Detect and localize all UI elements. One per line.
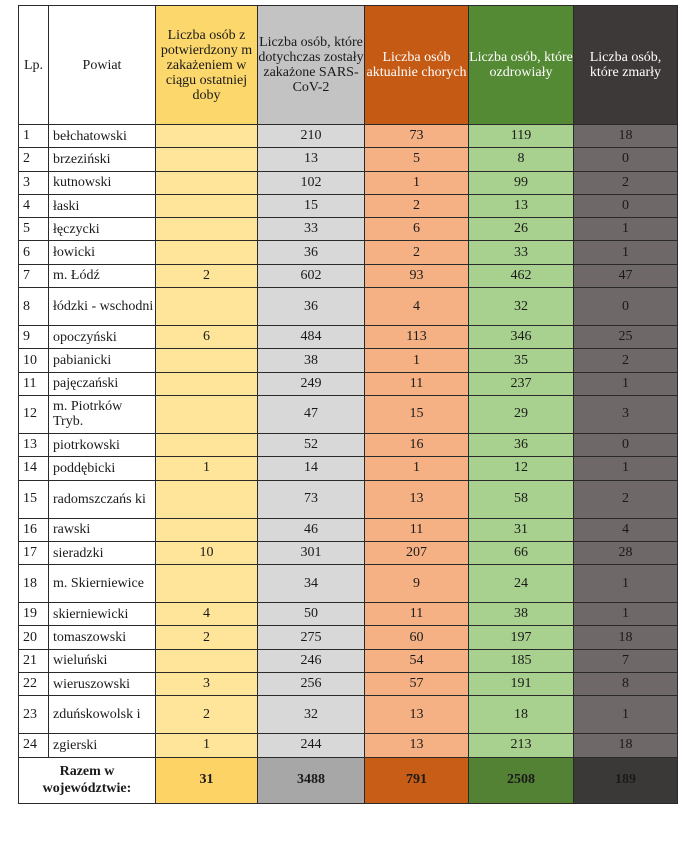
cell-deceased: 2 xyxy=(574,480,678,518)
cell-lp: 23 xyxy=(19,696,49,734)
cell-recovered: 32 xyxy=(469,288,574,326)
cell-active-cases: 9 xyxy=(365,565,469,603)
cell-deceased: 3 xyxy=(574,395,678,433)
cell-total-cases: 15 xyxy=(258,194,365,217)
table-row xyxy=(19,395,678,433)
cell-deceased: 18 xyxy=(574,734,678,757)
cell-new-cases: 2 xyxy=(156,626,258,649)
cell-new-cases: 6 xyxy=(156,326,258,349)
cell-total-cases: 484 xyxy=(258,326,365,349)
cell-deceased: 1 xyxy=(574,372,678,395)
cell-powiat: pabianicki xyxy=(49,349,156,372)
cell-active-cases: 13 xyxy=(365,734,469,757)
cell-deceased: 25 xyxy=(574,326,678,349)
cell-recovered: 119 xyxy=(469,125,574,148)
cell-active-cases: 1 xyxy=(365,171,469,194)
cell-active-cases: 1 xyxy=(365,457,469,480)
cell-active-cases: 2 xyxy=(365,241,469,264)
cell-recovered: 13 xyxy=(469,194,574,217)
header-powiat: Powiat xyxy=(49,6,156,125)
cell-recovered: 66 xyxy=(469,541,574,564)
cell-recovered: 12 xyxy=(469,457,574,480)
table-row xyxy=(19,649,678,672)
cell-active-cases: 4 xyxy=(365,288,469,326)
cell-new-cases xyxy=(156,171,258,194)
cell-powiat: radomszczańs ki xyxy=(49,480,156,518)
cell-lp: 17 xyxy=(19,541,49,564)
cell-powiat: łęczycki xyxy=(49,218,156,241)
cell-new-cases xyxy=(156,194,258,217)
table-row xyxy=(19,241,678,264)
cell-total-cases: 52 xyxy=(258,433,365,456)
table-row xyxy=(19,518,678,541)
header-total-cases: Liczba osób, które dotychczas zostały zakażone SARS-CoV-2 xyxy=(258,6,365,125)
table-row xyxy=(19,264,678,287)
cell-powiat: łaski xyxy=(49,194,156,217)
cell-powiat: wieluński xyxy=(49,649,156,672)
cell-active-cases: 13 xyxy=(365,696,469,734)
totals-total-cases: 3488 xyxy=(258,757,365,803)
cell-recovered: 191 xyxy=(469,673,574,696)
cell-total-cases: 246 xyxy=(258,649,365,672)
cell-recovered: 99 xyxy=(469,171,574,194)
cell-total-cases: 73 xyxy=(258,480,365,518)
table-body xyxy=(19,125,678,758)
cell-new-cases xyxy=(156,218,258,241)
cell-powiat: opoczyński xyxy=(49,326,156,349)
cell-total-cases: 46 xyxy=(258,518,365,541)
cell-new-cases: 10 xyxy=(156,541,258,564)
cell-lp: 8 xyxy=(19,288,49,326)
table-row xyxy=(19,673,678,696)
cell-active-cases: 60 xyxy=(365,626,469,649)
cell-lp: 3 xyxy=(19,171,49,194)
cell-lp: 21 xyxy=(19,649,49,672)
cell-deceased: 1 xyxy=(574,457,678,480)
cell-deceased: 0 xyxy=(574,433,678,456)
cell-lp: 2 xyxy=(19,148,49,171)
cell-new-cases xyxy=(156,241,258,264)
cell-active-cases: 16 xyxy=(365,433,469,456)
cell-deceased: 8 xyxy=(574,673,678,696)
cell-new-cases xyxy=(156,372,258,395)
cell-powiat: m. Łódź xyxy=(49,264,156,287)
cell-deceased: 1 xyxy=(574,241,678,264)
cell-active-cases: 73 xyxy=(365,125,469,148)
cell-active-cases: 11 xyxy=(365,372,469,395)
cell-total-cases: 602 xyxy=(258,264,365,287)
table-row xyxy=(19,148,678,171)
cell-recovered: 213 xyxy=(469,734,574,757)
cell-total-cases: 244 xyxy=(258,734,365,757)
cell-active-cases: 15 xyxy=(365,395,469,433)
totals-deceased: 189 xyxy=(574,757,678,803)
table-row xyxy=(19,541,678,564)
cell-total-cases: 33 xyxy=(258,218,365,241)
cell-lp: 12 xyxy=(19,395,49,433)
cell-new-cases xyxy=(156,148,258,171)
cell-lp: 1 xyxy=(19,125,49,148)
table-row xyxy=(19,218,678,241)
cell-total-cases: 38 xyxy=(258,349,365,372)
cell-lp: 4 xyxy=(19,194,49,217)
table-row xyxy=(19,326,678,349)
cell-recovered: 35 xyxy=(469,349,574,372)
cell-active-cases: 2 xyxy=(365,194,469,217)
cell-powiat: kutnowski xyxy=(49,171,156,194)
cell-new-cases xyxy=(156,125,258,148)
cell-new-cases xyxy=(156,395,258,433)
cell-lp: 14 xyxy=(19,457,49,480)
cell-powiat: pajęczański xyxy=(49,372,156,395)
cell-active-cases: 93 xyxy=(365,264,469,287)
cell-lp: 18 xyxy=(19,565,49,603)
cell-total-cases: 36 xyxy=(258,241,365,264)
cell-lp: 10 xyxy=(19,349,49,372)
cell-total-cases: 102 xyxy=(258,171,365,194)
table-row xyxy=(19,480,678,518)
cell-deceased: 1 xyxy=(574,218,678,241)
cell-lp: 13 xyxy=(19,433,49,456)
cell-recovered: 38 xyxy=(469,603,574,626)
cell-total-cases: 249 xyxy=(258,372,365,395)
cell-active-cases: 5 xyxy=(365,148,469,171)
cell-lp: 9 xyxy=(19,326,49,349)
cell-deceased: 2 xyxy=(574,171,678,194)
cell-deceased: 1 xyxy=(574,696,678,734)
cell-powiat: sieradzki xyxy=(49,541,156,564)
cell-recovered: 346 xyxy=(469,326,574,349)
header-recovered: Liczba osób, które ozdrowiały xyxy=(469,6,574,125)
cell-new-cases xyxy=(156,649,258,672)
cell-lp: 22 xyxy=(19,673,49,696)
cell-active-cases: 1 xyxy=(365,349,469,372)
cell-powiat: m. Skierniewice xyxy=(49,565,156,603)
cell-recovered: 24 xyxy=(469,565,574,603)
table-row xyxy=(19,349,678,372)
cell-total-cases: 47 xyxy=(258,395,365,433)
cell-recovered: 197 xyxy=(469,626,574,649)
cell-deceased: 1 xyxy=(574,603,678,626)
cell-deceased: 18 xyxy=(574,626,678,649)
cell-recovered: 237 xyxy=(469,372,574,395)
cell-total-cases: 50 xyxy=(258,603,365,626)
cell-lp: 5 xyxy=(19,218,49,241)
table-row xyxy=(19,734,678,757)
cell-active-cases: 11 xyxy=(365,603,469,626)
cell-total-cases: 36 xyxy=(258,288,365,326)
cell-total-cases: 13 xyxy=(258,148,365,171)
totals-recovered: 2508 xyxy=(469,757,574,803)
cell-new-cases: 1 xyxy=(156,734,258,757)
cell-powiat: wieruszowski xyxy=(49,673,156,696)
cell-powiat: skierniewicki xyxy=(49,603,156,626)
cell-total-cases: 34 xyxy=(258,565,365,603)
totals-new-cases: 31 xyxy=(156,757,258,803)
cell-new-cases: 2 xyxy=(156,696,258,734)
cell-total-cases: 210 xyxy=(258,125,365,148)
header-lp: Lp. xyxy=(19,6,49,125)
cell-total-cases: 256 xyxy=(258,673,365,696)
cell-powiat: tomaszowski xyxy=(49,626,156,649)
cell-lp: 16 xyxy=(19,518,49,541)
cell-active-cases: 13 xyxy=(365,480,469,518)
cell-powiat: bełchatowski xyxy=(49,125,156,148)
cell-recovered: 58 xyxy=(469,480,574,518)
cell-total-cases: 14 xyxy=(258,457,365,480)
cell-lp: 19 xyxy=(19,603,49,626)
cell-deceased: 2 xyxy=(574,349,678,372)
cell-active-cases: 6 xyxy=(365,218,469,241)
cell-total-cases: 275 xyxy=(258,626,365,649)
cell-recovered: 185 xyxy=(469,649,574,672)
table-row xyxy=(19,626,678,649)
cell-deceased: 0 xyxy=(574,148,678,171)
cell-powiat: łowicki xyxy=(49,241,156,264)
cell-lp: 11 xyxy=(19,372,49,395)
covid-powiat-table xyxy=(18,5,678,804)
table-row xyxy=(19,171,678,194)
table-row xyxy=(19,457,678,480)
cell-recovered: 36 xyxy=(469,433,574,456)
cell-new-cases: 3 xyxy=(156,673,258,696)
cell-powiat: poddębicki xyxy=(49,457,156,480)
cell-deceased: 0 xyxy=(574,288,678,326)
cell-lp: 24 xyxy=(19,734,49,757)
cell-lp: 6 xyxy=(19,241,49,264)
cell-powiat: zduńskowolsk i xyxy=(49,696,156,734)
cell-active-cases: 207 xyxy=(365,541,469,564)
cell-active-cases: 11 xyxy=(365,518,469,541)
cell-lp: 7 xyxy=(19,264,49,287)
cell-deceased: 4 xyxy=(574,518,678,541)
table-row xyxy=(19,288,678,326)
header-new-cases: Liczba osób z potwierdzony m zakażeniem w ciągu ostatniej doby xyxy=(156,6,258,125)
totals-label: Razem w województwie: xyxy=(19,757,156,803)
cell-new-cases xyxy=(156,349,258,372)
table-row xyxy=(19,565,678,603)
cell-powiat: m. Piotrków Tryb. xyxy=(49,395,156,433)
cell-powiat: piotrkowski xyxy=(49,433,156,456)
cell-active-cases: 54 xyxy=(365,649,469,672)
cell-recovered: 33 xyxy=(469,241,574,264)
cell-powiat: rawski xyxy=(49,518,156,541)
cell-recovered: 29 xyxy=(469,395,574,433)
cell-new-cases: 4 xyxy=(156,603,258,626)
cell-deceased: 0 xyxy=(574,194,678,217)
cell-total-cases: 301 xyxy=(258,541,365,564)
cell-new-cases: 2 xyxy=(156,264,258,287)
totals-row xyxy=(19,757,678,803)
cell-new-cases xyxy=(156,433,258,456)
cell-deceased: 1 xyxy=(574,565,678,603)
header-deceased: Liczba osób, które zmarły xyxy=(574,6,678,125)
cell-recovered: 18 xyxy=(469,696,574,734)
table-row xyxy=(19,696,678,734)
table-row xyxy=(19,433,678,456)
cell-total-cases: 32 xyxy=(258,696,365,734)
header-row xyxy=(19,6,678,125)
cell-deceased: 28 xyxy=(574,541,678,564)
cell-new-cases xyxy=(156,480,258,518)
totals-active-cases: 791 xyxy=(365,757,469,803)
table-row xyxy=(19,125,678,148)
cell-lp: 20 xyxy=(19,626,49,649)
cell-active-cases: 113 xyxy=(365,326,469,349)
cell-deceased: 7 xyxy=(574,649,678,672)
cell-new-cases xyxy=(156,288,258,326)
table-row xyxy=(19,194,678,217)
cell-recovered: 26 xyxy=(469,218,574,241)
table-row xyxy=(19,372,678,395)
cell-recovered: 8 xyxy=(469,148,574,171)
cell-new-cases xyxy=(156,518,258,541)
cell-deceased: 47 xyxy=(574,264,678,287)
cell-powiat: łódzki - wschodni xyxy=(49,288,156,326)
cell-powiat: brzeziński xyxy=(49,148,156,171)
table-row xyxy=(19,603,678,626)
cell-powiat: zgierski xyxy=(49,734,156,757)
cell-active-cases: 57 xyxy=(365,673,469,696)
cell-deceased: 18 xyxy=(574,125,678,148)
cell-recovered: 462 xyxy=(469,264,574,287)
cell-recovered: 31 xyxy=(469,518,574,541)
cell-new-cases: 1 xyxy=(156,457,258,480)
cell-new-cases xyxy=(156,565,258,603)
cell-lp: 15 xyxy=(19,480,49,518)
header-active-cases: Liczba osób aktualnie chorych xyxy=(365,6,469,125)
